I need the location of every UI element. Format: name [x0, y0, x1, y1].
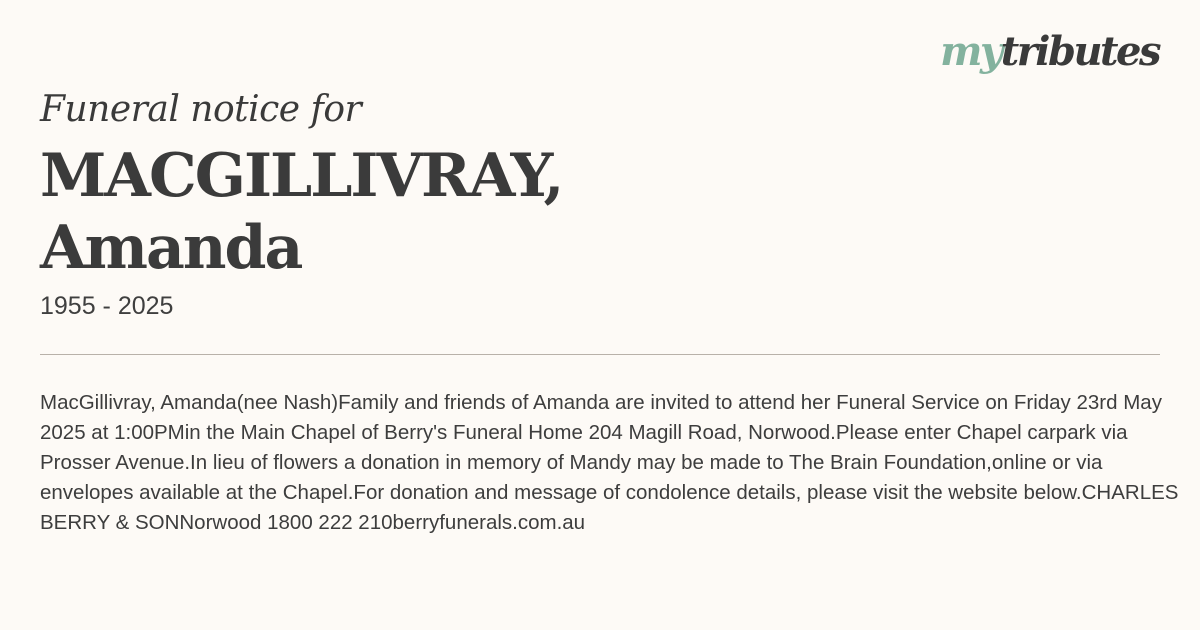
divider [40, 354, 1160, 355]
life-dates: 1955 - 2025 [40, 292, 174, 320]
deceased-given-name: Amanda [40, 213, 302, 283]
deceased-surname: MACGILLIVRAY, [40, 141, 563, 211]
logo-my-text: my [940, 28, 1001, 75]
deceased-name [40, 140, 562, 284]
notice-intro-heading: Funeral notice for [40, 89, 362, 130]
mytributes-logo [940, 28, 1159, 75]
logo-tributes-text: tributes [1000, 28, 1159, 75]
notice-body-text: MacGillivray, Amanda(nee Nash)Family and friends of Amanda are invited to attend her Funeral Service on Friday 23rd May 2025 at 1:00PMin the Main Chapel of Berry's Funeral Home 204 Magill Road, Norwood.Please enter Chapel carpark via Prosser Avenue.In lieu of flowers a donation in memory of Mandy may be made to The Brain Foundation,online or via envelopes available at the Chapel.For donation and message of condolence details, please visit the website below.CHARLES BERRY & SONNorwood 1800 222 210berryfunerals.com.au [40, 391, 1179, 534]
